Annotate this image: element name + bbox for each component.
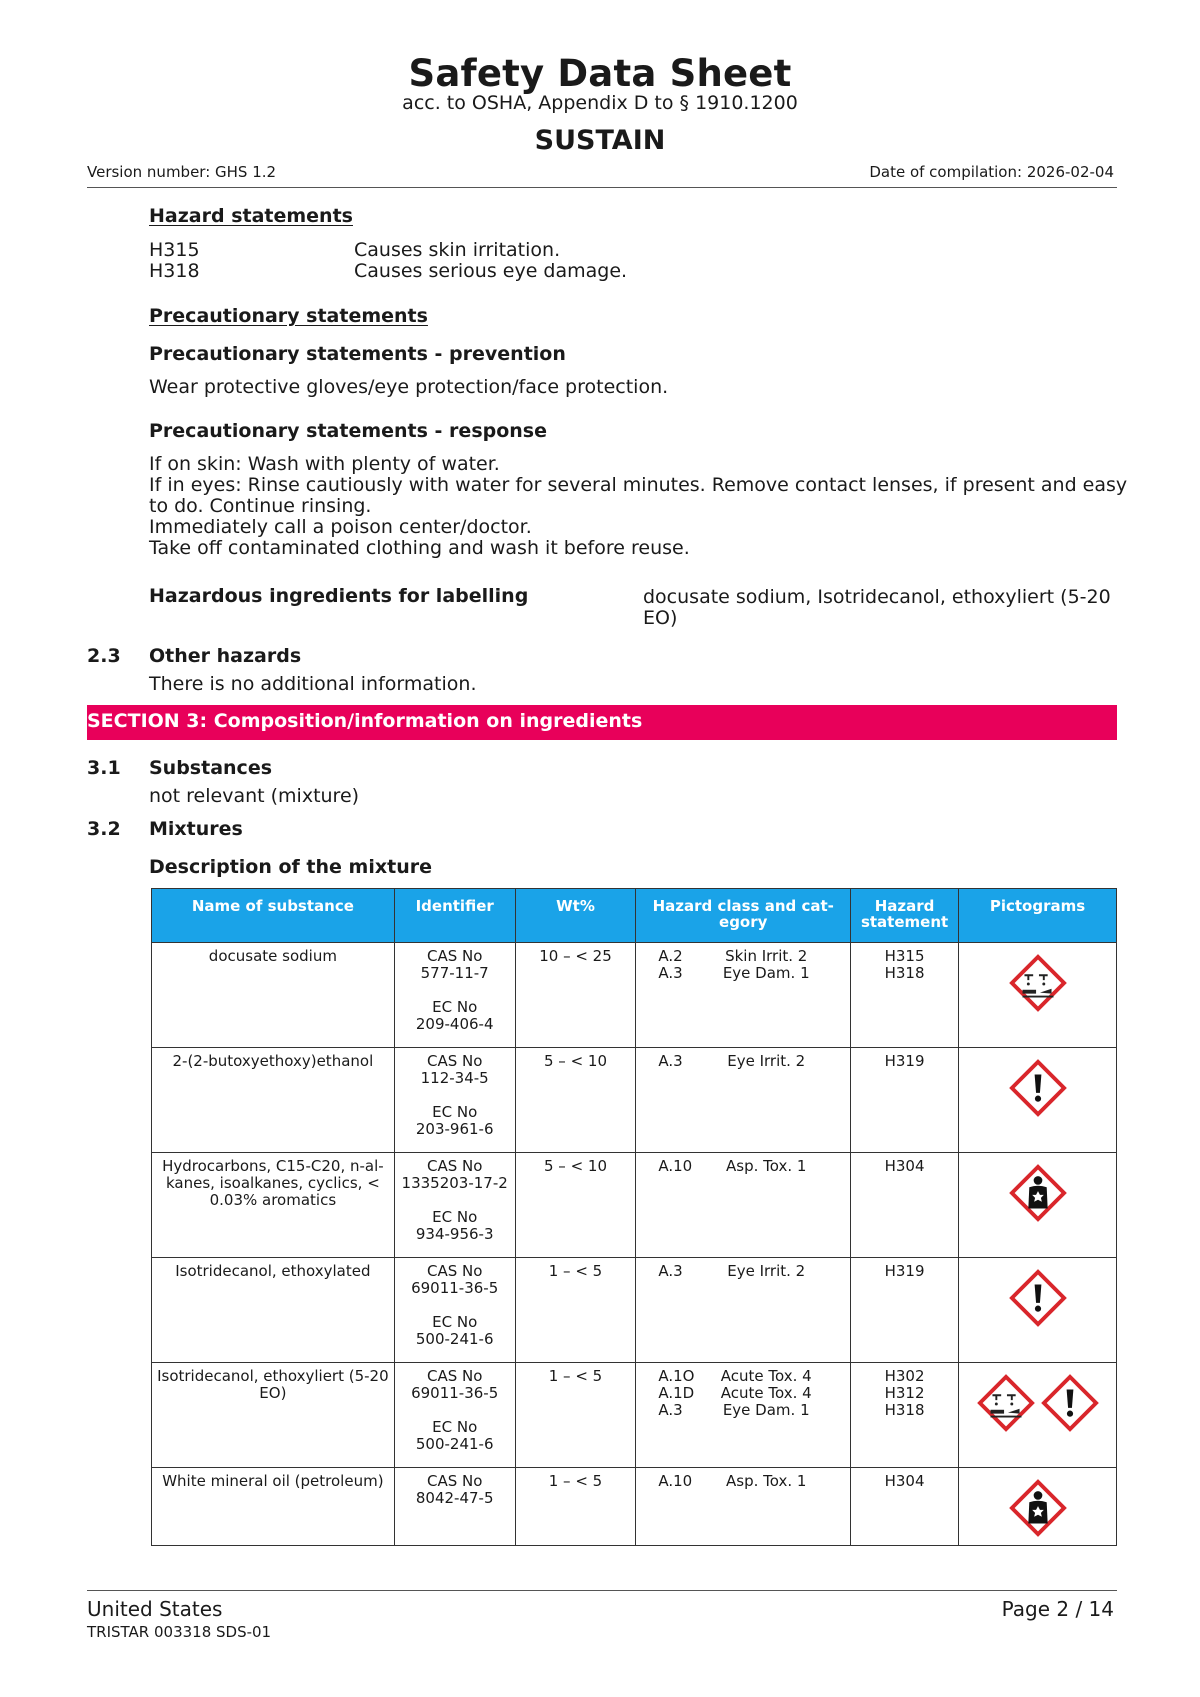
hazard-statement-cell: H304 xyxy=(851,1153,959,1258)
labelling-label: Hazardous ingredients for labelling xyxy=(149,585,529,607)
pictogram-cell xyxy=(959,943,1117,1048)
footer-document-code: TRISTAR 003318 SDS-01 xyxy=(87,1623,272,1641)
section-number: 2.3 xyxy=(87,645,121,667)
pictogram-cell xyxy=(959,1258,1117,1363)
health-hazard-pictogram-icon xyxy=(1009,1479,1067,1537)
table-row xyxy=(152,1468,1117,1546)
table-header-row xyxy=(152,889,1117,943)
pictogram-cell xyxy=(959,1153,1117,1258)
hazard-text: Causes skin irritation. xyxy=(354,239,561,261)
wt-cell: 1 – < 5 xyxy=(515,1258,636,1363)
column-header-hazard-class: Hazard class and cat- egory xyxy=(636,889,851,943)
hazard-class-cell: A.3 Eye Irrit. 2 xyxy=(636,1258,851,1363)
hazard-statement-cell: H319 xyxy=(851,1048,959,1153)
footer-country: United States xyxy=(87,1597,223,1621)
table-row xyxy=(152,1363,1117,1468)
hazard-class-cell: A.1O Acute Tox. 4 A.1D Acute Tox. 4 A.3 Eye Dam. 1 xyxy=(636,1363,851,1468)
hazard-code: H318 xyxy=(149,260,200,282)
wt-cell: 10 – < 25 xyxy=(515,943,636,1048)
page-number: Page 2 / 14 xyxy=(1001,1597,1114,1621)
hazard-statement-cell: H302 H312 H318 xyxy=(851,1363,959,1468)
table-row xyxy=(152,1048,1117,1153)
wt-cell: 1 – < 5 xyxy=(515,1468,636,1546)
table-row xyxy=(152,1258,1117,1363)
health-hazard-pictogram-icon xyxy=(1009,1164,1067,1222)
mixture-table xyxy=(151,888,1117,1546)
product-name: SUSTAIN xyxy=(534,125,666,156)
response-line: Take off contaminated clothing and wash it before reuse. xyxy=(149,537,690,559)
exclamation-pictogram-icon xyxy=(1009,1269,1067,1327)
response-line: to do. Continue rinsing. xyxy=(149,495,372,517)
section-number: 3.1 xyxy=(87,757,121,779)
identifier-cell: CAS No 577-11-7 EC No 209-406-4 xyxy=(394,943,515,1048)
hazard-text: Causes serious eye damage. xyxy=(354,260,628,282)
column-header-wt: Wt% xyxy=(515,889,636,943)
corrosion-pictogram-icon xyxy=(1009,954,1067,1012)
labelling-value: docusate sodium, Isotridecanol, ethoxyliert (5-20 xyxy=(643,586,1111,608)
identifier-cell: CAS No 8042-47-5 xyxy=(394,1468,515,1546)
precautionary-heading: Precautionary statements xyxy=(149,305,428,327)
identifier-cell: CAS No 69011-36-5 EC No 500-241-6 xyxy=(394,1258,515,1363)
substance-name: Isotridecanol, ethoxyliert (5-20 EO) xyxy=(152,1363,395,1468)
document-title: Safety Data Sheet xyxy=(408,52,792,95)
hazard-class-cell: A.10 Asp. Tox. 1 xyxy=(636,1153,851,1258)
pictogram-cell xyxy=(959,1468,1117,1546)
corrosion-pictogram-icon xyxy=(977,1374,1035,1432)
section-3-banner xyxy=(87,705,1117,740)
hazard-statement-cell: H319 xyxy=(851,1258,959,1363)
pictogram-cell xyxy=(959,1363,1117,1468)
response-line: Immediately call a poison center/doctor. xyxy=(149,516,532,538)
substance-name: docusate sodium xyxy=(152,943,395,1048)
response-line: If in eyes: Rinse cautiously with water for several minutes. Remove contact lenses, if present and easy xyxy=(149,474,1128,496)
table-row xyxy=(152,943,1117,1048)
version-number: Version number: GHS 1.2 xyxy=(87,163,277,181)
table-row xyxy=(152,1153,1117,1258)
mixture-description-heading: Description of the mixture xyxy=(149,856,432,878)
other-hazards-heading: Other hazards xyxy=(149,645,302,667)
wt-cell: 1 – < 5 xyxy=(515,1363,636,1468)
hazard-code: H315 xyxy=(149,239,200,261)
document-subtitle: acc. to OSHA, Appendix D to § 1910.1200 xyxy=(402,92,798,114)
substance-name: 2-(2-butoxyethoxy)ethanol xyxy=(152,1048,395,1153)
identifier-cell: CAS No 69011-36-5 EC No 500-241-6 xyxy=(394,1363,515,1468)
hazard-statement-cell: H315 H318 xyxy=(851,943,959,1048)
substances-text: not relevant (mixture) xyxy=(149,785,360,807)
column-header-pictograms: Pictograms xyxy=(959,889,1117,943)
exclamation-pictogram-icon xyxy=(1041,1374,1099,1432)
hazard-class-cell: A.2 Skin Irrit. 2 A.3 Eye Dam. 1 xyxy=(636,943,851,1048)
pictogram-cell xyxy=(959,1048,1117,1153)
column-header-hazard-statement: Hazard statement xyxy=(851,889,959,943)
identifier-cell: CAS No 1335203-17-2 EC No 934-956-3 xyxy=(394,1153,515,1258)
column-header-identifier: Identifier xyxy=(394,889,515,943)
response-line: If on skin: Wash with plenty of water. xyxy=(149,453,500,475)
labelling-value: EO) xyxy=(643,607,678,629)
hazard-statements-heading: Hazard statements xyxy=(149,205,353,227)
other-hazards-text: There is no additional information. xyxy=(149,673,477,695)
substance-name: Isotridecanol, ethoxylated xyxy=(152,1258,395,1363)
hazard-statement-cell: H304 xyxy=(851,1468,959,1546)
column-header-name: Name of substance xyxy=(152,889,395,943)
substance-name: White mineral oil (petroleum) xyxy=(152,1468,395,1546)
response-heading: Precautionary statements - response xyxy=(149,420,547,442)
substance-name: Hydrocarbons, C15-C20, n-al- kanes, isoalkanes, cyclics, < 0.03% aromatics xyxy=(152,1153,395,1258)
substances-heading: Substances xyxy=(149,757,273,779)
prevention-text: Wear protective gloves/eye protection/face protection. xyxy=(149,376,669,398)
mixtures-heading: Mixtures xyxy=(149,818,243,840)
footer-divider xyxy=(87,1590,1117,1591)
hazard-class-cell: A.10 Asp. Tox. 1 xyxy=(636,1468,851,1546)
wt-cell: 5 – < 10 xyxy=(515,1153,636,1258)
wt-cell: 5 – < 10 xyxy=(515,1048,636,1153)
hazard-class-cell: A.3 Eye Irrit. 2 xyxy=(636,1048,851,1153)
header-divider xyxy=(87,187,1117,188)
section-3-title: SECTION 3: Composition/information on ingredients xyxy=(87,710,643,732)
section-number: 3.2 xyxy=(87,818,121,840)
identifier-cell: CAS No 112-34-5 EC No 203-961-6 xyxy=(394,1048,515,1153)
exclamation-pictogram-icon xyxy=(1009,1059,1067,1117)
compilation-date: Date of compilation: 2026-02-04 xyxy=(869,163,1114,181)
prevention-heading: Precautionary statements - prevention xyxy=(149,343,566,365)
